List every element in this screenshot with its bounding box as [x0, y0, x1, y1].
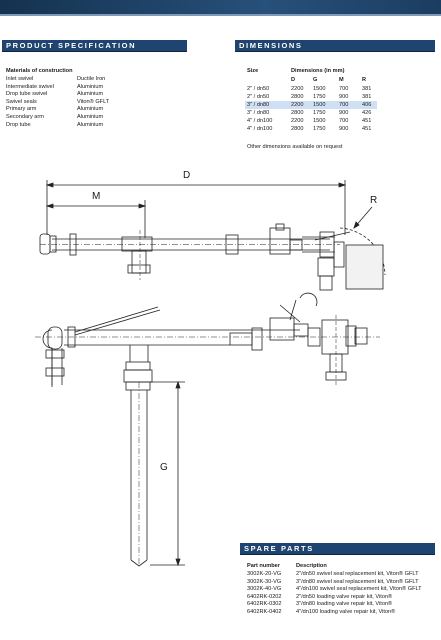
- dimension-value: 2200: [291, 118, 304, 124]
- dimension-value: 426: [362, 110, 372, 116]
- spare-parts-header: SPARE PARTS: [240, 543, 435, 555]
- spare-col-description: Description: [296, 563, 327, 569]
- spare-part-number: 6402RK-0302: [247, 601, 282, 608]
- dimension-value: 1500: [313, 118, 326, 124]
- spare-part-description: 4"/dn100 loading valve repair kit, Viton®: [296, 609, 396, 615]
- dimension-column-g: G: [313, 77, 318, 83]
- dimension-value: 2800: [291, 94, 304, 100]
- material-value: Viton® GFLT: [77, 98, 110, 105]
- dimension-value: 2200: [291, 102, 304, 108]
- spare-col-part-number: Part number: [247, 563, 280, 569]
- material-part-name: Swivel seals: [6, 98, 37, 105]
- dimension-value: 900: [339, 126, 349, 132]
- dimension-value: 700: [339, 86, 349, 92]
- dimension-size: 3" / dn80: [247, 110, 270, 116]
- material-value: Aluminium: [77, 83, 104, 90]
- material-value: Ductile Iron: [77, 76, 106, 82]
- material-part-name: Inlet swivel: [6, 76, 34, 82]
- dimension-value: 900: [339, 94, 349, 100]
- dimension-value: 451: [362, 118, 372, 124]
- dimension-value: 1750: [313, 94, 326, 100]
- material-value: Aluminium: [77, 114, 104, 120]
- dimensions-group-label: Dimensions (in mm): [291, 68, 345, 74]
- spare-part-description: 2"/dn50 swivel seal replacement kit, Viton® GFLT: [296, 571, 419, 577]
- spare-part-number: 3002K-40-VG: [247, 586, 282, 593]
- dimension-value: 451: [362, 126, 372, 132]
- dimension-size: 2" / dn50: [247, 94, 270, 100]
- dimension-size: 4" / dn100: [247, 118, 273, 124]
- dimension-size: 3" / dn80: [247, 102, 270, 108]
- dimension-value: 1500: [313, 86, 326, 92]
- dimension-size: 2" / dn50: [247, 86, 270, 92]
- size-label: Size: [247, 68, 259, 74]
- dimension-value: 406: [362, 102, 372, 108]
- dimension-label-d: D: [183, 170, 191, 181]
- material-part-name: Drop tube: [6, 121, 31, 128]
- dimension-size: 4" / dn100: [247, 126, 273, 132]
- dimension-label-m: M: [92, 191, 101, 202]
- dimensions-note: Other dimensions available on request: [247, 144, 343, 150]
- spare-part-number: 3002K-30-VG: [247, 578, 282, 585]
- material-part-name: Drop tube swivel: [6, 91, 48, 98]
- dimension-value: 2800: [291, 126, 304, 132]
- spare-part-description: 3"/dn80 swivel seal replacement kit, Viton® GFLT: [296, 578, 419, 585]
- dimension-value: 381: [362, 86, 372, 92]
- dimension-column-d: D: [291, 77, 296, 83]
- spare-part-number: 3002K-20-VG: [247, 571, 282, 577]
- dimension-value: 700: [339, 102, 349, 108]
- dimensions-header: DIMENSIONS: [235, 40, 435, 52]
- dimension-value: 2200: [291, 86, 304, 92]
- material-value: Aluminium: [77, 106, 104, 113]
- spare-part-description: 2"/dn50 loading valve repair kit, Viton®: [296, 593, 393, 600]
- material-part-name: Secondary arm: [6, 114, 44, 120]
- dimension-value: 1750: [313, 110, 326, 116]
- dimension-label-g: G: [160, 462, 168, 473]
- dimension-column-m: M: [339, 77, 344, 83]
- dimension-value: 1750: [313, 126, 326, 132]
- spare-part-description: 4"/dn100 swivel seal replacement kit, Viton® GFLT: [296, 586, 422, 593]
- spare-part-number: 6402RK-0402: [247, 609, 282, 615]
- spare-part-number: 6402RK-0202: [247, 593, 282, 600]
- spare-part-description: 3"/dn80 loading valve repair kit, Viton®: [296, 601, 393, 608]
- material-part-name: Primary arm: [6, 106, 37, 113]
- material-part-name: Intermediate swivel: [6, 83, 54, 90]
- materials-title: Materials of construction: [6, 68, 73, 74]
- dimension-value: 1500: [313, 102, 326, 108]
- dimension-value: 381: [362, 94, 372, 100]
- dimension-value: 2800: [291, 110, 304, 116]
- material-value: Aluminium: [77, 91, 104, 98]
- dimension-value: 700: [339, 118, 349, 124]
- dimension-column-r: R: [362, 77, 367, 83]
- product-spec-header: PRODUCT SPECIFICATION: [2, 40, 187, 52]
- dimension-value: 900: [339, 110, 349, 116]
- material-value: Aluminium: [77, 121, 104, 128]
- dimension-label-r: R: [370, 195, 378, 206]
